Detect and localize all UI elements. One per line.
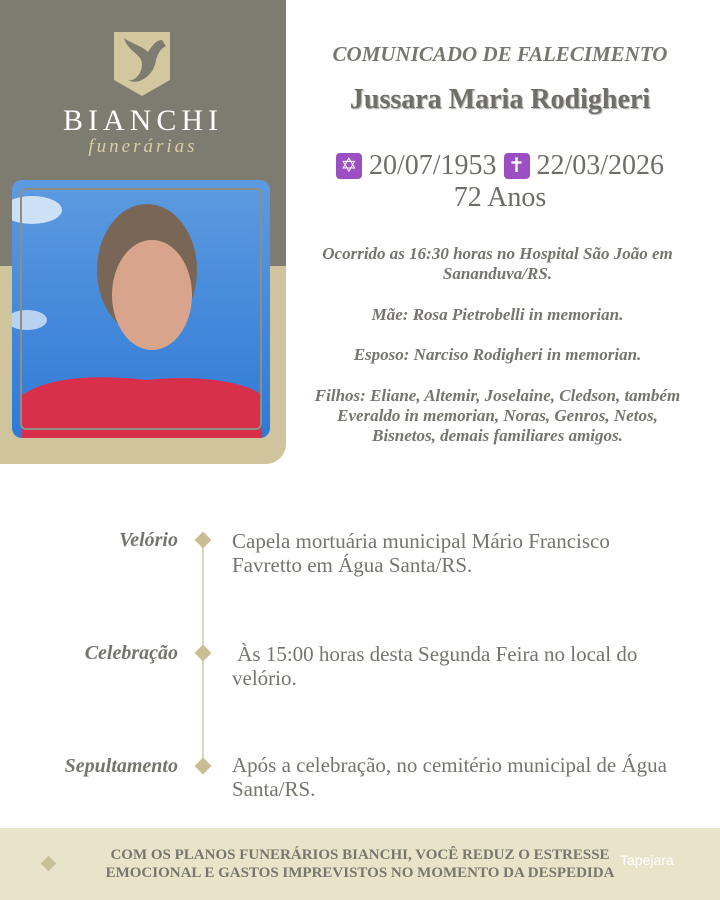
birth-date: 20/07/1953 bbox=[368, 150, 497, 181]
age: 72 Anos bbox=[453, 182, 547, 213]
paragraph-children: Filhos: Eliane, Altemir, Joselaine, Cledson, também Everaldo in memorian, Noras, Genros, Netos, Bisnetos, demais familiares amigos. bbox=[314, 386, 681, 445]
brand-name: BIANCHI bbox=[63, 104, 223, 137]
schedule-text-velorio: Capela mortuária municipal Mário Francisco Favretto em Água Santa/RS. bbox=[232, 529, 610, 577]
diamond-icon bbox=[195, 645, 212, 662]
schedule-label-velorio: Velório bbox=[119, 529, 178, 551]
schedule-label-celebracao: Celebração bbox=[84, 642, 178, 664]
schedule-text-celebracao: Às 15:00 horas desta Segunda Feira no local do velório. bbox=[232, 642, 643, 690]
photo-frame bbox=[20, 188, 262, 430]
deceased-photo bbox=[12, 180, 270, 438]
paragraph-occurrence: Ocorrido as 16:30 horas no Hospital São João em Sananduva/RS. bbox=[322, 244, 673, 283]
diamond-icon bbox=[195, 758, 212, 775]
notice-title: COMUNICADO DE FALECIMENTO bbox=[332, 42, 668, 66]
watermark: Tapejara bbox=[620, 852, 674, 868]
left-panel bbox=[0, 0, 286, 464]
footer-text: COM OS PLANOS FUNERÁRIOS BIANCHI, VOCÊ REDUZ O ESTRESSE EMOCIONAL E GASTOS IMPREVISTOS NO MOMENTO DA DESPEDIDA bbox=[105, 847, 615, 881]
schedule-label-sepultamento: Sepultamento bbox=[64, 755, 178, 777]
footer-banner bbox=[0, 828, 720, 900]
star-of-david-icon: ✡ bbox=[336, 153, 362, 179]
deceased-name: Jussara Maria Rodigheri bbox=[349, 84, 651, 115]
diamond-icon bbox=[41, 856, 57, 872]
paragraph-spouse: Esposo: Narciso Rodigheri in memorian. bbox=[353, 345, 642, 364]
dates bbox=[300, 150, 700, 182]
cross-icon: ✝ bbox=[504, 153, 530, 179]
diamond-icon bbox=[195, 532, 212, 549]
paragraph-mother: Mãe: Rosa Pietrobelli in memorian. bbox=[371, 305, 624, 324]
schedule-text-sepultamento: Após a celebração, no cemitério municipal de Água Santa/RS. bbox=[232, 753, 667, 801]
bianchi-dove-logo-icon bbox=[112, 30, 172, 98]
death-date: 22/03/2026 bbox=[536, 150, 665, 181]
brand-subtitle: funerárias bbox=[88, 136, 198, 157]
